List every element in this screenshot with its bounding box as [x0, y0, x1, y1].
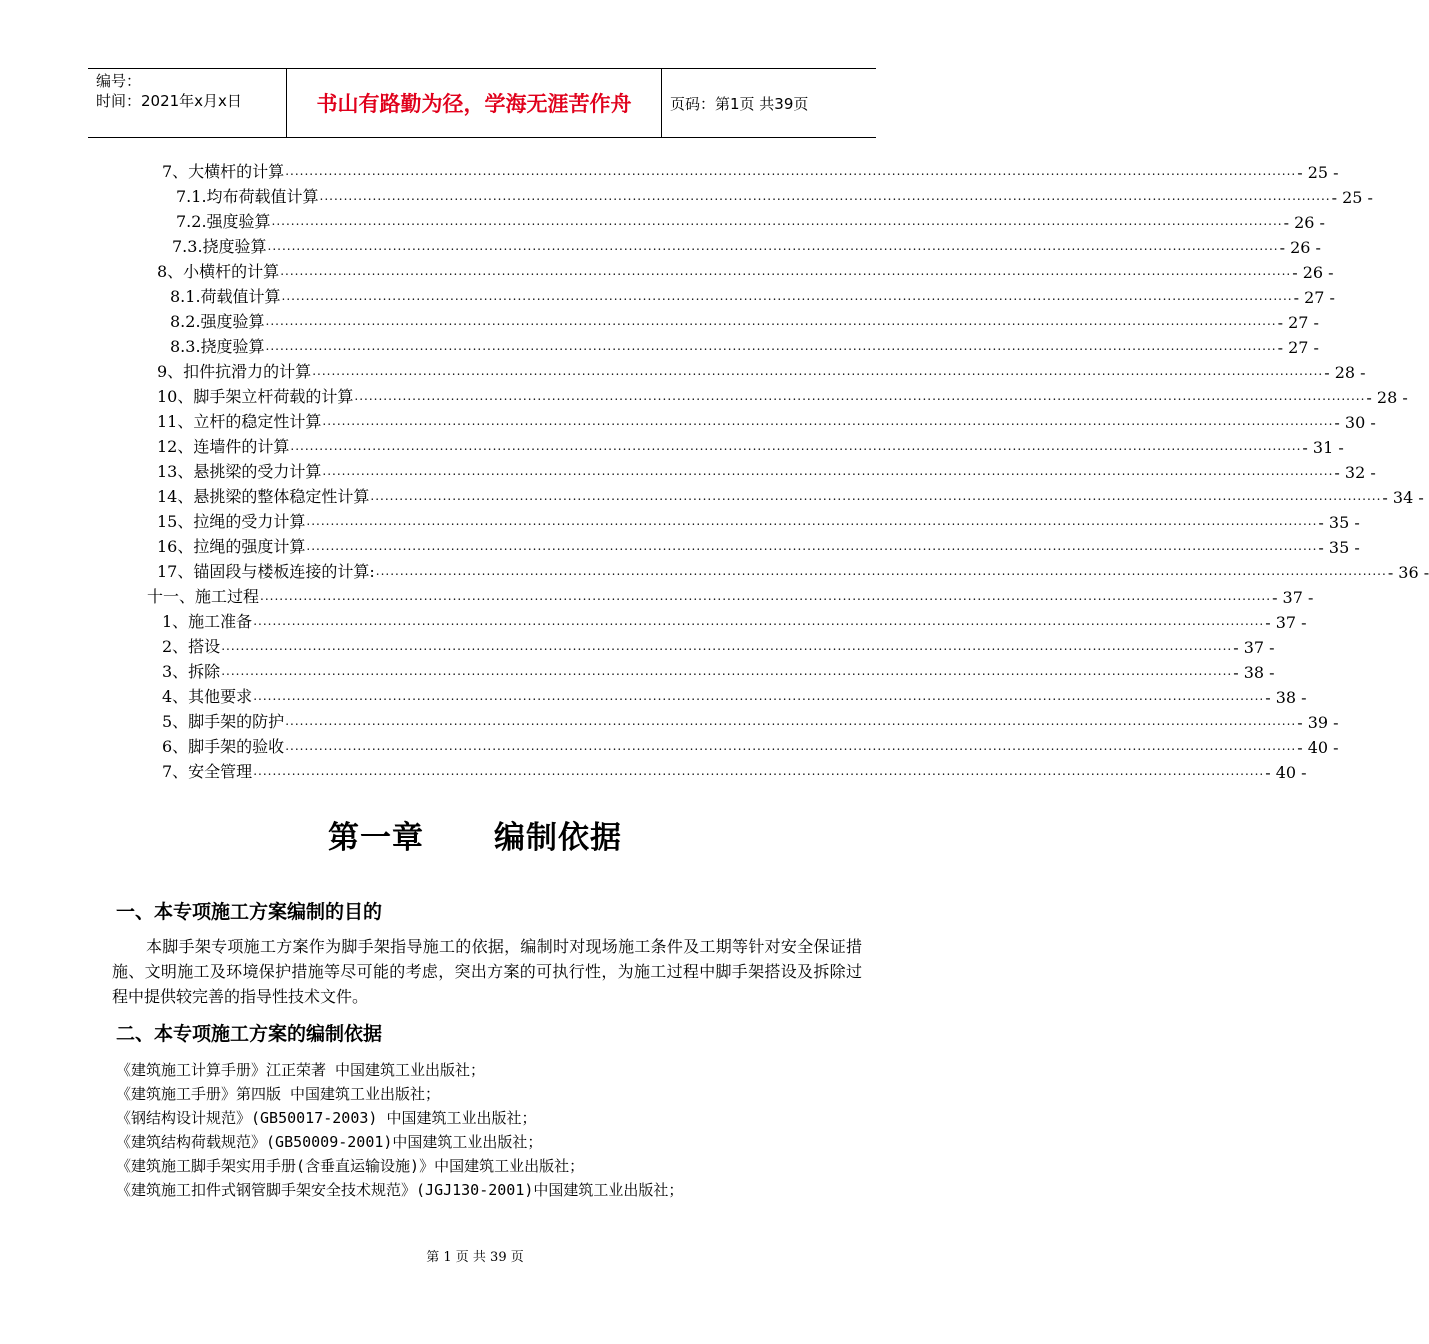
toc-entry[interactable]: [162, 758, 1307, 782]
toc-leader: ..................................................................................................................................................................................................................: [253, 614, 1265, 628]
toc-leader: ..................................................................................................................................................................................................................: [271, 214, 1283, 228]
toc-page: - 37 -: [1272, 588, 1314, 607]
toc-page: - 37 -: [1233, 638, 1275, 657]
page-header: [88, 68, 876, 138]
toc-leader: ..................................................................................................................................................................................................................: [285, 739, 1297, 753]
toc-label: 7、安全管理: [162, 762, 253, 781]
toc-page: - 36 -: [1387, 563, 1429, 582]
reference-item: 《建筑施工扣件式钢管脚手架安全技术规范》(JGJ130-2001)中国建筑工业出版社；: [116, 1181, 684, 1199]
toc-entry[interactable]: [157, 483, 1424, 507]
toc-leader: ..................................................................................................................................................................................................................: [260, 589, 1272, 603]
toc-entry[interactable]: [162, 658, 1275, 682]
chapter-number: 第一章: [328, 820, 424, 856]
toc-entry[interactable]: [162, 733, 1339, 757]
toc-page: - 39 -: [1297, 713, 1339, 732]
toc-leader: ..................................................................................................................................................................................................................: [285, 714, 1297, 728]
document-number: 编号：: [96, 72, 142, 90]
toc-page: - 35 -: [1318, 513, 1360, 532]
toc-page: - 28 -: [1366, 388, 1408, 407]
toc-page: - 31 -: [1302, 438, 1344, 457]
toc-leader: ..................................................................................................................................................................................................................: [306, 539, 1318, 553]
toc-entry[interactable]: [170, 308, 1319, 332]
header-page-info: 页码：第1页 共39页: [670, 94, 809, 113]
toc-page: - 37 -: [1265, 613, 1307, 632]
toc-label: 16、拉绳的强度计算: [157, 537, 306, 556]
toc-entry[interactable]: [147, 583, 1314, 607]
toc-leader: ..................................................................................................................................................................................................................: [281, 289, 1293, 303]
toc-leader: ..................................................................................................................................................................................................................: [265, 314, 1277, 328]
toc-entry[interactable]: [157, 358, 1366, 382]
toc-leader: ..................................................................................................................................................................................................................: [306, 514, 1318, 528]
toc-label: 5、脚手架的防护: [162, 712, 285, 731]
toc-label: 14、悬挑梁的整体稳定性计算: [157, 487, 370, 506]
toc-label: 8.3.挠度验算: [170, 337, 265, 356]
toc-leader: ..................................................................................................................................................................................................................: [285, 164, 1297, 178]
toc-leader: ..................................................................................................................................................................................................................: [253, 689, 1265, 703]
toc-label: 17、锚固段与楼板连接的计算:: [157, 562, 375, 581]
toc-page: - 32 -: [1334, 463, 1376, 482]
toc-label: 7.1.均布荷载值计算: [176, 187, 319, 206]
toc-leader: ..................................................................................................................................................................................................................: [312, 364, 1324, 378]
toc-entry[interactable]: [170, 333, 1319, 357]
toc-leader: ..................................................................................................................................................................................................................: [280, 264, 1292, 278]
toc-entry[interactable]: [157, 433, 1344, 457]
toc-leader: ..................................................................................................................................................................................................................: [322, 464, 1334, 478]
toc-entry[interactable]: [157, 383, 1408, 407]
toc-page: - 40 -: [1297, 738, 1339, 757]
toc-leader: ..................................................................................................................................................................................................................: [221, 639, 1233, 653]
toc-label: 8、小横杆的计算: [157, 262, 280, 281]
toc-label: 10、脚手架立杆荷载的计算: [157, 387, 354, 406]
toc-entry[interactable]: [157, 533, 1360, 557]
toc-entry[interactable]: [157, 508, 1360, 532]
toc-entry[interactable]: [162, 683, 1307, 707]
toc-leader: ..................................................................................................................................................................................................................: [354, 389, 1366, 403]
header-meta: [88, 69, 286, 137]
toc-leader: ..................................................................................................................................................................................................................: [375, 564, 1387, 578]
toc-label: 7.3.挠度验算: [172, 237, 267, 256]
toc-leader: ..................................................................................................................................................................................................................: [370, 489, 1382, 503]
toc-page: - 26 -: [1283, 213, 1325, 232]
toc-entry[interactable]: [162, 158, 1339, 182]
toc-page: - 27 -: [1277, 313, 1319, 332]
toc-leader: ..................................................................................................................................................................................................................: [265, 339, 1277, 353]
reference-item: 《建筑结构荷载规范》(GB50009-2001)中国建筑工业出版社；: [116, 1133, 543, 1151]
toc-label: 6、脚手架的验收: [162, 737, 285, 756]
toc-page: - 38 -: [1265, 688, 1307, 707]
toc-leader: ..................................................................................................................................................................................................................: [221, 664, 1233, 678]
reference-item: 《建筑施工手册》第四版 中国建筑工业出版社；: [116, 1085, 441, 1103]
toc-entry[interactable]: [170, 283, 1335, 307]
toc-label: 2、搭设: [162, 637, 221, 656]
reference-item: 《钢结构设计规范》(GB50017-2003) 中国建筑工业出版社；: [116, 1109, 537, 1127]
toc-label: 十一、施工过程: [147, 587, 260, 606]
toc-label: 13、悬挑梁的受力计算: [157, 462, 322, 481]
toc-leader: ..................................................................................................................................................................................................................: [322, 414, 1334, 428]
reference-item: 《建筑施工计算手册》江正荣著 中国建筑工业出版社；: [116, 1061, 486, 1079]
toc-page: - 27 -: [1277, 338, 1319, 357]
toc-label: 8.2.强度验算: [170, 312, 265, 331]
toc-entry[interactable]: [157, 408, 1376, 432]
toc-page: - 28 -: [1324, 363, 1366, 382]
toc-label: 11、立杆的稳定性计算: [157, 412, 322, 431]
toc-label: 7.2.强度验算: [176, 212, 271, 231]
chapter-title: [0, 812, 950, 857]
toc-leader: ..................................................................................................................................................................................................................: [290, 439, 1302, 453]
toc-leader: ..................................................................................................................................................................................................................: [253, 764, 1265, 778]
toc-page: - 35 -: [1318, 538, 1360, 557]
toc-page: - 38 -: [1233, 663, 1275, 682]
toc-label: 12、连墙件的计算: [157, 437, 290, 456]
toc-label: 3、拆除: [162, 662, 221, 681]
toc-page: - 27 -: [1293, 288, 1335, 307]
toc-entry[interactable]: [176, 208, 1325, 232]
page-footer: 第 1 页 共 39 页: [426, 1250, 524, 1265]
toc-entry[interactable]: [176, 183, 1373, 207]
section-heading: 二、本专项施工方案的编制依据: [116, 1023, 383, 1045]
chapter-name: 编制依据: [494, 820, 622, 856]
toc-leader: ..................................................................................................................................................................................................................: [319, 189, 1331, 203]
toc-page: - 30 -: [1334, 413, 1376, 432]
toc-entry[interactable]: [157, 458, 1376, 482]
reference-item: 《建筑施工脚手架实用手册(含垂直运输设施)》中国建筑工业出版社；: [116, 1157, 585, 1175]
toc-page: - 40 -: [1265, 763, 1307, 782]
toc-label: 1、施工准备: [162, 612, 253, 631]
section-heading: 一、本专项施工方案编制的目的: [116, 901, 383, 923]
toc-page: - 34 -: [1382, 488, 1424, 507]
section-paragraph: 本脚手架专项施工方案作为脚手架指导施工的依据，编制时对现场施工条件及工期等针对安全保证措施、文明施工及环境保护措施等尽可能的考虑，突出方案的可执行性，为施工过程中脚手架搭设及拆除过程中提供较完善的指导性技术文件。: [112, 937, 862, 1006]
toc-leader: ..................................................................................................................................................................................................................: [267, 239, 1279, 253]
toc-entry[interactable]: [172, 233, 1321, 257]
toc-label: 15、拉绳的受力计算: [157, 512, 306, 531]
toc-entry[interactable]: [162, 633, 1275, 657]
toc-entry[interactable]: [162, 608, 1307, 632]
toc-page: - 26 -: [1279, 238, 1321, 257]
toc-entry[interactable]: [162, 708, 1339, 732]
header-motto: 书山有路勤为径，学海无涯苦作舟: [286, 69, 662, 137]
toc-page: - 26 -: [1292, 263, 1334, 282]
toc-entry[interactable]: [157, 258, 1334, 282]
toc-label: 4、其他要求: [162, 687, 253, 706]
toc-label: 7、大横杆的计算: [162, 162, 285, 181]
reference-list: [116, 1058, 683, 1202]
toc-label: 9、扣件抗滑力的计算: [157, 362, 312, 381]
toc-page: - 25 -: [1297, 163, 1339, 182]
document-time: 时间：2021年x月x日: [96, 92, 242, 110]
toc-label: 8.1.荷载值计算: [170, 287, 281, 306]
toc-entry[interactable]: [157, 558, 1429, 582]
toc-page: - 25 -: [1331, 188, 1373, 207]
